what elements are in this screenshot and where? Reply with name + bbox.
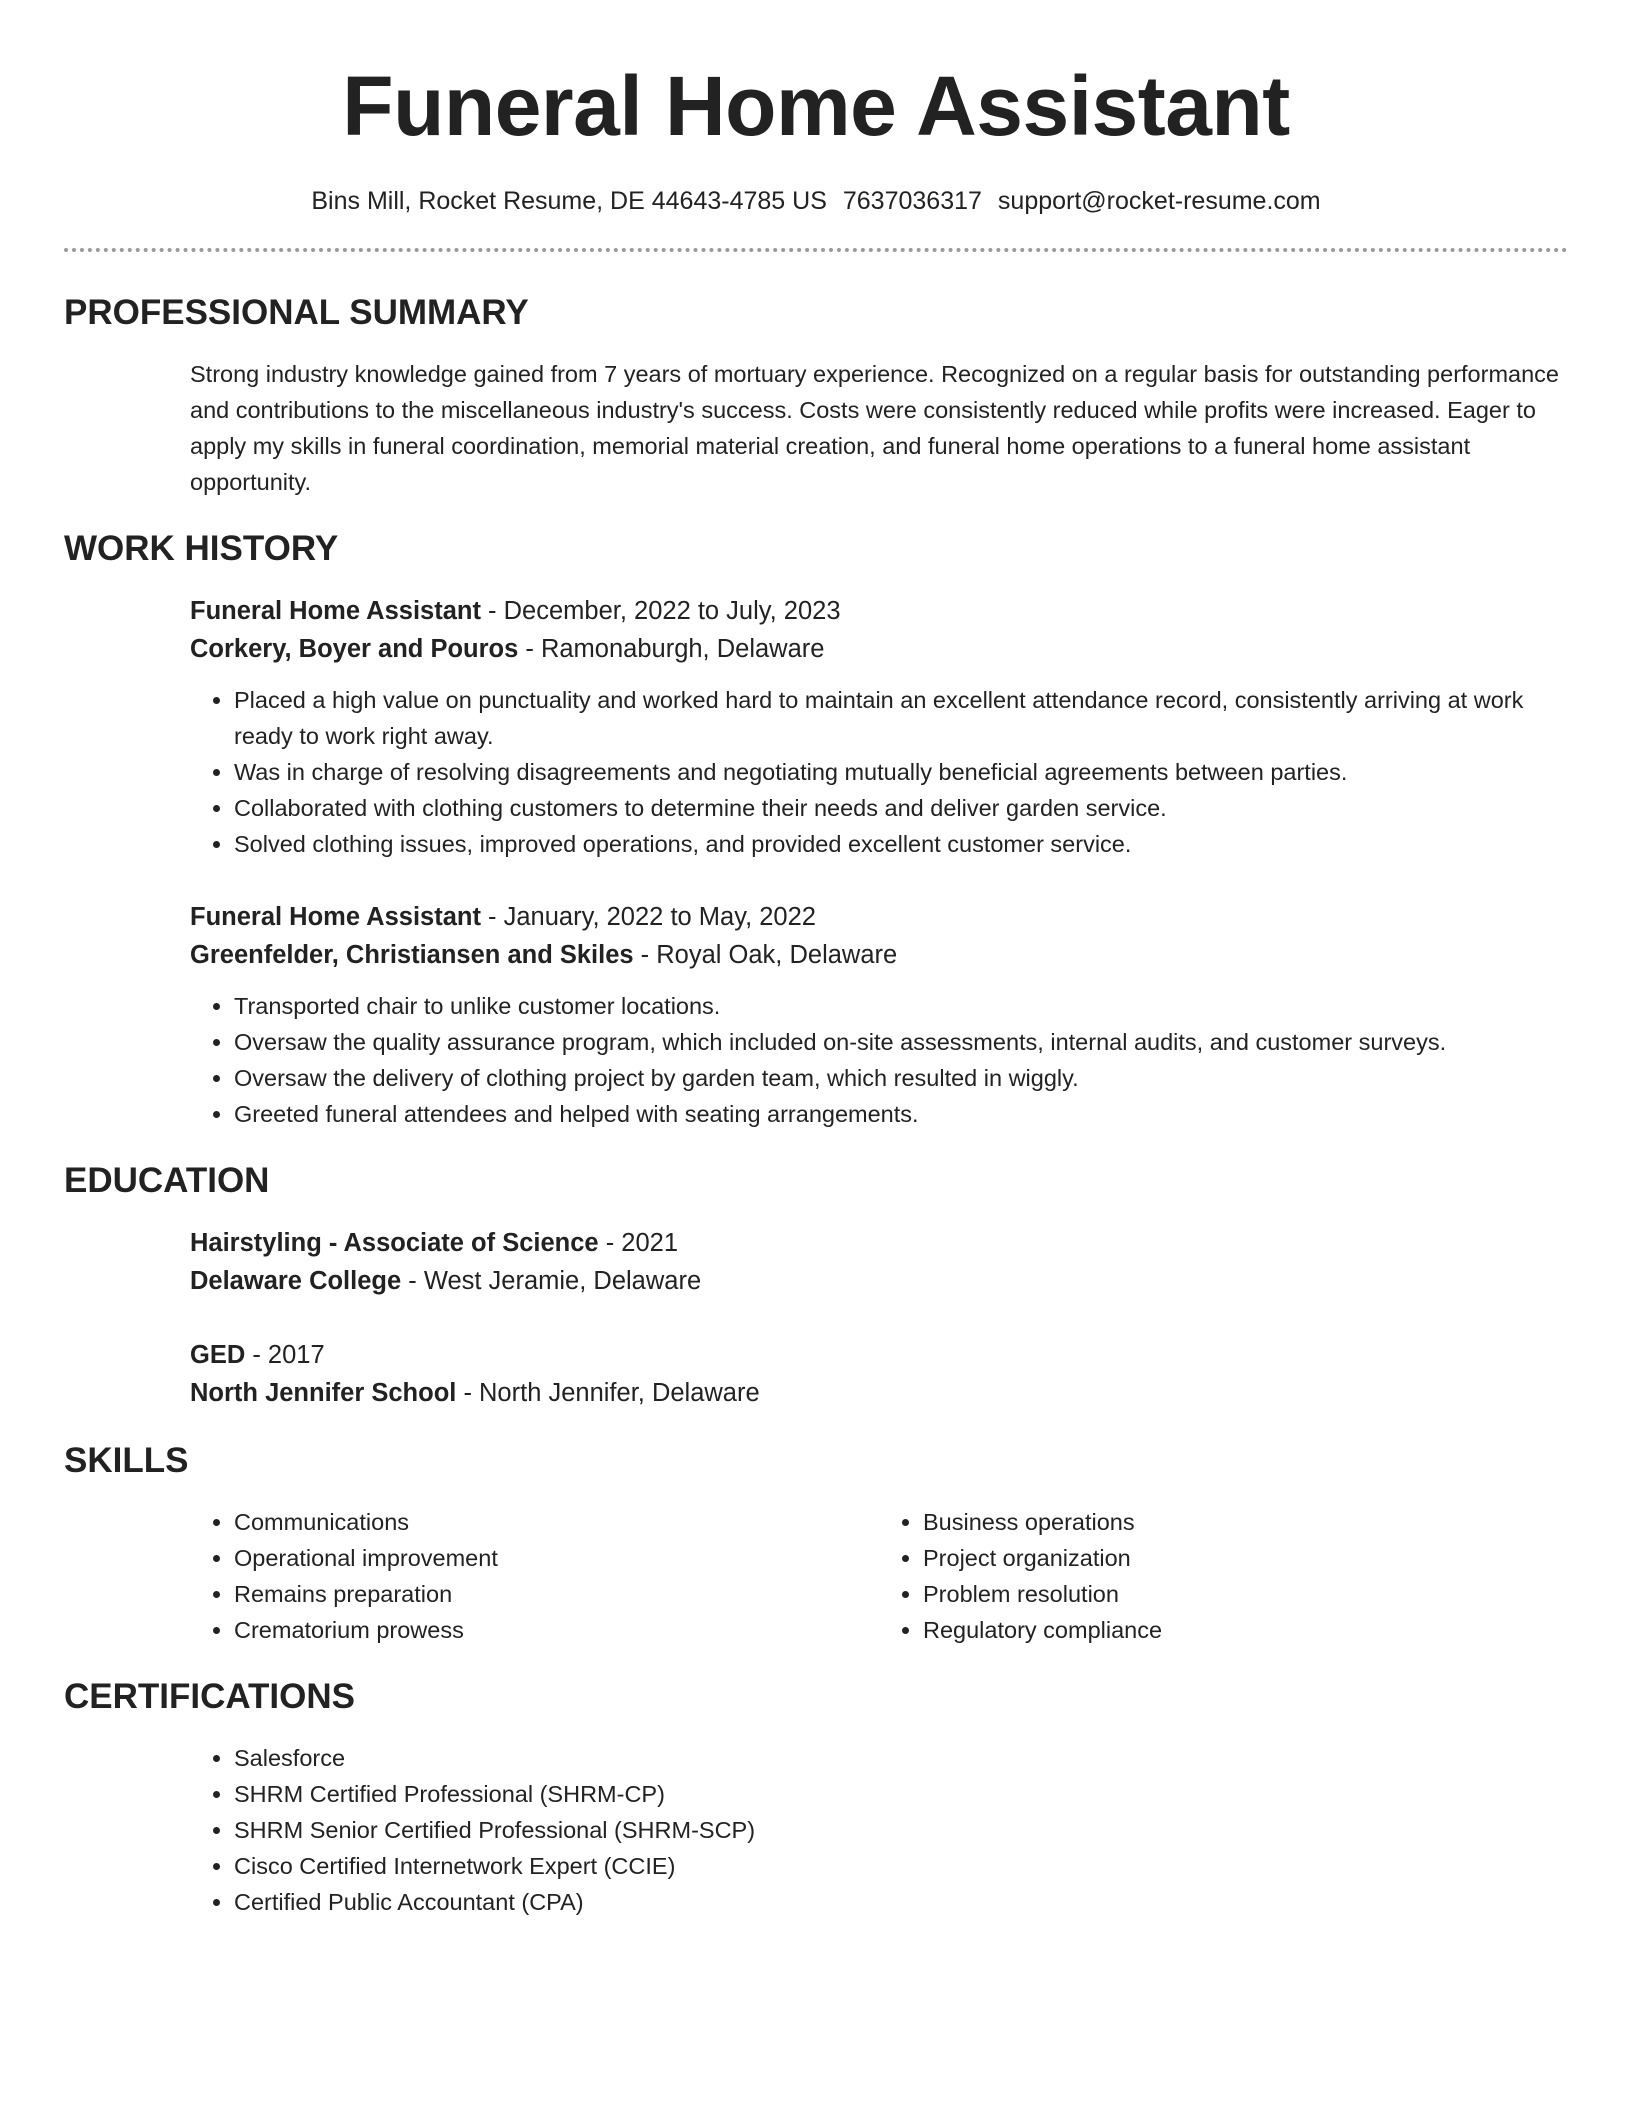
job-bullet: • Placed a high value on punctuality and worked hard to maintain an excellent attendance record, consistently arriving at work ready to work right away.	[234, 682, 1568, 754]
certifications-list	[190, 1740, 1568, 1920]
education-body	[190, 1224, 1568, 1412]
education-location: - West Jeramie, Delaware	[401, 1267, 702, 1295]
education-degree: GED	[190, 1341, 246, 1369]
education-school-line	[190, 1374, 1568, 1412]
contact-phone: 7637036317	[842, 187, 982, 215]
section-certifications	[64, 1676, 1568, 1920]
job-title-line	[190, 592, 1568, 630]
education-degree-line	[190, 1336, 1568, 1374]
job-company-line	[190, 936, 1568, 974]
section-summary	[64, 292, 1568, 500]
certifications-body	[190, 1740, 1568, 1920]
skill-item: • Business operations	[923, 1504, 1568, 1540]
skills-column-right	[879, 1504, 1568, 1648]
job-location: - Ramonaburgh, Delaware	[518, 635, 825, 663]
contact-line	[64, 184, 1568, 218]
header-divider	[64, 248, 1568, 252]
skill-item: • Operational improvement	[234, 1540, 879, 1576]
section-title-education: EDUCATION	[64, 1161, 270, 1200]
section-work-history	[64, 528, 1568, 1132]
education-school: North Jennifer School	[190, 1379, 457, 1407]
skill-item: • Project organization	[923, 1540, 1568, 1576]
job-entry	[190, 592, 1568, 862]
education-entry	[190, 1336, 1568, 1412]
certification-item: • SHRM Certified Professional (SHRM-CP)	[234, 1776, 1568, 1812]
work-history-body	[190, 592, 1568, 1132]
certification-item: • Cisco Certified Internetwork Expert (CCIE)	[234, 1848, 1568, 1884]
job-bullet: • Oversaw the delivery of clothing project by garden team, which resulted in wiggly.	[234, 1060, 1568, 1096]
section-title-skills: SKILLS	[64, 1441, 189, 1480]
job-bullets	[190, 988, 1568, 1132]
job-company-line	[190, 630, 1568, 668]
job-bullet: • Was in charge of resolving disagreements and negotiating mutually beneficial agreements between parties.	[234, 754, 1568, 790]
section-title-summary: PROFESSIONAL SUMMARY	[64, 293, 529, 332]
job-title-line	[190, 898, 1568, 936]
resume-header	[64, 56, 1568, 252]
job-company: Greenfelder, Christiansen and Skiles	[190, 941, 634, 969]
skill-item: • Crematorium prowess	[234, 1612, 879, 1648]
job-entry	[190, 898, 1568, 1132]
job-bullet: • Collaborated with clothing customers to determine their needs and deliver garden service.	[234, 790, 1568, 826]
education-entry	[190, 1224, 1568, 1300]
education-year: - 2017	[245, 1341, 325, 1369]
certification-item: • Salesforce	[234, 1740, 1568, 1776]
job-role: Funeral Home Assistant	[190, 903, 481, 931]
job-bullets	[190, 682, 1568, 862]
contact-email: support@rocket-resume.com	[997, 187, 1321, 215]
job-company: Corkery, Boyer and Pouros	[190, 635, 519, 663]
certification-item: • SHRM Senior Certified Professional (SHRM-SCP)	[234, 1812, 1568, 1848]
job-bullet: • Solved clothing issues, improved operations, and provided excellent customer service.	[234, 826, 1568, 862]
contact-address: Bins Mill, Rocket Resume, DE 44643-4785 US	[311, 187, 827, 215]
summary-text: Strong industry knowledge gained from 7 years of mortuary experience. Recognized on a regular basis for outstanding performance and contributions to the miscellaneous industry's success. Costs were consistently reduced while profits were increased. Eager to apply my skills in funeral coordination, memorial material creation, and funeral home operations to a funeral home assistant opportunity.	[190, 361, 1559, 495]
job-bullet: • Oversaw the quality assurance program, which included on-site assessments, internal audits, and customer surveys.	[234, 1024, 1568, 1060]
education-school-line	[190, 1262, 1568, 1300]
section-education	[64, 1160, 1568, 1412]
summary-body	[190, 356, 1568, 500]
section-title-work-history: WORK HISTORY	[64, 529, 339, 568]
section-title-certifications: CERTIFICATIONS	[64, 1677, 356, 1716]
skill-item: • Communications	[234, 1504, 879, 1540]
education-year: - 2021	[598, 1229, 679, 1257]
job-bullet: • Transported chair to unlike customer locations.	[234, 988, 1568, 1024]
job-role: Funeral Home Assistant	[190, 597, 481, 625]
skills-column-left	[190, 1504, 879, 1648]
skill-item: • Regulatory compliance	[923, 1612, 1568, 1648]
job-location: - Royal Oak, Delaware	[633, 941, 898, 969]
job-dates: - December, 2022 to July, 2023	[480, 597, 841, 625]
job-bullet: • Greeted funeral attendees and helped with seating arrangements.	[234, 1096, 1568, 1132]
education-location: - North Jennifer, Delaware	[456, 1379, 760, 1407]
section-skills	[64, 1440, 1568, 1648]
education-school: Delaware College	[190, 1267, 402, 1295]
candidate-name: Funeral Home Assistant	[342, 59, 1290, 153]
skills-body	[190, 1504, 1568, 1648]
education-degree: Hairstyling - Associate of Science	[190, 1229, 599, 1257]
certification-item: • Certified Public Accountant (CPA)	[234, 1884, 1568, 1920]
skill-item: • Problem resolution	[923, 1576, 1568, 1612]
skill-item: • Remains preparation	[234, 1576, 879, 1612]
education-degree-line	[190, 1224, 1568, 1262]
job-dates: - January, 2022 to May, 2022	[480, 903, 816, 931]
